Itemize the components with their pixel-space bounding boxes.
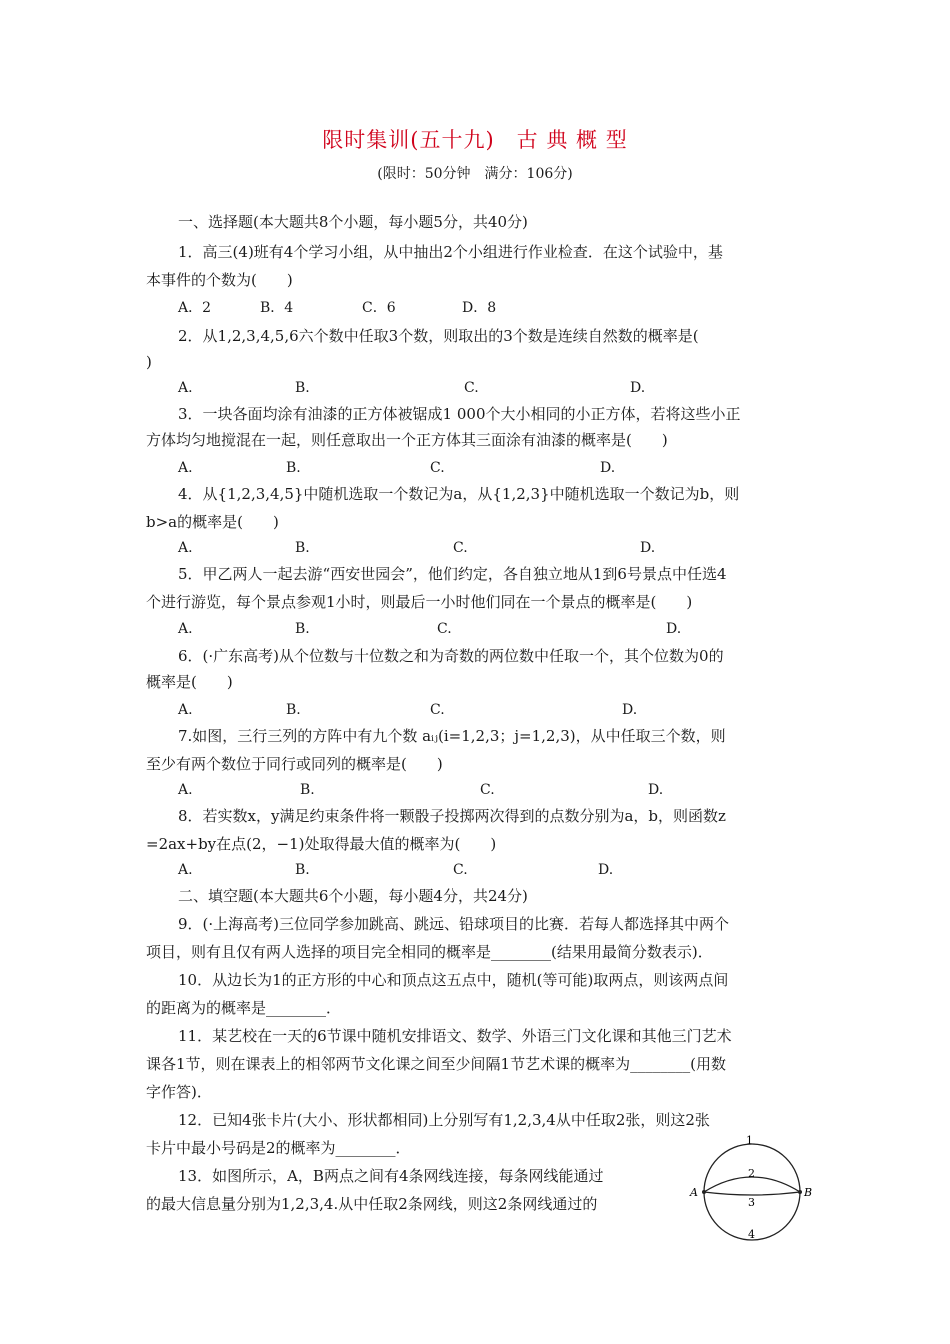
network-label-1: 1 xyxy=(746,1134,753,1147)
question-3-option-a: A. xyxy=(178,460,193,476)
network-label-3: 3 xyxy=(748,1196,755,1209)
question-3-line-2: 方体均匀地搅混在一起，则任意取出一个正方体其三面涂有油漆的概率是( ) xyxy=(146,431,668,449)
question-3-option-c: C. xyxy=(430,460,445,476)
question-3-line-1: 3．一块各面均涂有油漆的正方体被锯成1 000个大小相同的小正方体，若将这些小正 xyxy=(178,405,741,423)
question-4-option-b: B. xyxy=(295,540,310,556)
question-8-line-1: 8．若实数x，y满足约束条件将一颗骰子投掷两次得到的点数分别为a，b，则函数z xyxy=(178,807,726,825)
question-2-option-d: D. xyxy=(630,380,646,396)
question-2-option-c: C. xyxy=(464,380,479,396)
question-7-line-1: 7.如图，三行三列的方阵中有九个数 aᵢⱼ(i=1,2,3；j=1,2,3)，从中任取三个数，则 xyxy=(178,727,726,745)
question-5-line-2: 个进行游览，每个景点参观1小时，则最后一小时他们同在一个景点的概率是( ) xyxy=(146,593,693,611)
question-6-line-2: 概率是( ) xyxy=(146,673,233,691)
question-5-option-c: C. xyxy=(437,621,452,637)
question-11-line-2: 课各1节，则在课表上的相邻两节文化课之间至少间隔1节艺术课的概率为________(用数 xyxy=(146,1055,726,1073)
question-7-option-b: B. xyxy=(300,782,315,798)
question-8-option-a: A. xyxy=(178,862,193,878)
question-7-option-d: D. xyxy=(648,782,664,798)
question-4-line-1: 4．从{1,2,3,4,5}中随机选取一个数记为a，从{1,2,3}中随机选取一个数记为b，则 xyxy=(178,485,740,503)
question-10-line-1: 10．从边长为1的正方形的中心和顶点这五点中，随机(等可能)取两点，则该两点间 xyxy=(178,971,729,989)
question-3-option-b: B. xyxy=(286,460,301,476)
network-outer-circle xyxy=(704,1144,800,1240)
question-11-line-3: 字作答)． xyxy=(146,1083,212,1101)
network-label-4: 4 xyxy=(748,1228,755,1241)
question-4-line-2: b>a的概率是( ) xyxy=(146,513,279,531)
question-9-line-2: 项目，则有且仅有两人选择的项目完全相同的概率是________(结果用最简分数表示)． xyxy=(146,943,713,961)
question-2-option-b: B. xyxy=(295,380,310,396)
question-8-line-2: =2ax+by在点(2，−1)处取得最大值的概率为( ) xyxy=(146,835,497,853)
question-1-option-b: B．4 xyxy=(260,300,294,316)
question-4-option-d: D. xyxy=(640,540,656,556)
question-6-option-a: A. xyxy=(178,702,193,718)
question-1-option-a: A．2 xyxy=(178,300,212,316)
point-b-label: B xyxy=(804,1186,813,1199)
question-2-line-2: ) xyxy=(146,353,152,371)
question-10-line-2: 的距离为的概率是________． xyxy=(146,999,342,1017)
point-a-dot xyxy=(702,1190,706,1194)
question-6-option-d: D. xyxy=(622,702,638,718)
question-5-option-a: A. xyxy=(178,621,193,637)
question-8-option-b: B. xyxy=(295,862,310,878)
question-1-line-1: 1．高三(4)班有4个学习小组，从中抽出2个小组进行作业检查．在这个试验中，基 xyxy=(178,243,723,261)
question-7-line-2: 至少有两个数位于同行或同列的概率是( ) xyxy=(146,755,443,773)
page-subtitle: (限时：50分钟 满分：106分) xyxy=(377,166,573,182)
question-11-line-1: 11．某艺校在一天的6节课中随机安排语文、数学、外语三门文化课和其他三门艺术 xyxy=(178,1027,732,1045)
section-heading-choice: 一、选择题(本大题共8个小题，每小题5分，共40分) xyxy=(178,213,528,231)
question-5-option-b: B. xyxy=(295,621,310,637)
question-13-line-1: 13．如图所示，A，B两点之间有4条网线连接，每条网线能通过 xyxy=(178,1167,604,1185)
point-a-label: A xyxy=(690,1186,698,1199)
question-9-line-1: 9．(·上海高考)三位同学参加跳高、跳远、铅球项目的比赛．若每人都选择其中两个 xyxy=(178,915,730,933)
question-5-line-1: 5．甲乙两人一起去游“西安世园会”，他们约定，各自独立地从1到6号景点中任选4 xyxy=(178,565,727,583)
section-heading-fill: 二、填空题(本大题共6个小题，每小题4分，共24分) xyxy=(178,887,528,905)
question-4-option-a: A. xyxy=(178,540,193,556)
question-3-option-d: D. xyxy=(600,460,616,476)
question-5-option-d: D. xyxy=(666,621,682,637)
question-7-option-c: C. xyxy=(480,782,495,798)
network-line-3 xyxy=(704,1192,800,1195)
question-8-option-d: D. xyxy=(598,862,614,878)
question-8-option-c: C. xyxy=(453,862,468,878)
question-6-line-1: 6．(·广东高考)从个位数与十位数之和为奇数的两位数中任取一个，其个位数为0的 xyxy=(178,647,724,665)
question-1-option-c: C．6 xyxy=(362,300,396,316)
question-7-option-a: A. xyxy=(178,782,193,798)
question-12-line-1: 12．已知4张卡片(大小、形状都相同)上分别写有1,2,3,4从中任取2张，则这2张 xyxy=(178,1111,710,1129)
network-figure xyxy=(686,1134,822,1246)
question-6-option-c: C. xyxy=(430,702,445,718)
network-label-2: 2 xyxy=(748,1167,755,1180)
question-12-line-2: 卡片中最小号码是2的概率为________． xyxy=(146,1139,411,1157)
question-2-line-1: 2．从1,2,3,4,5,6六个数中任取3个数，则取出的3个数是连续自然数的概率是( xyxy=(178,327,699,345)
question-1-option-d: D．8 xyxy=(462,300,497,316)
question-4-option-c: C. xyxy=(453,540,468,556)
page-title: 限时集训(五十九) 古 典 概 型 xyxy=(322,128,628,152)
question-2-option-a: A. xyxy=(178,380,193,396)
question-6-option-b: B. xyxy=(286,702,301,718)
question-13-line-2: 的最大信息量分别为1,2,3,4.从中任取2条网线，则这2条网线通过的 xyxy=(146,1195,598,1213)
point-b-dot xyxy=(798,1190,802,1194)
question-1-line-2: 本事件的个数为( ) xyxy=(146,271,293,289)
